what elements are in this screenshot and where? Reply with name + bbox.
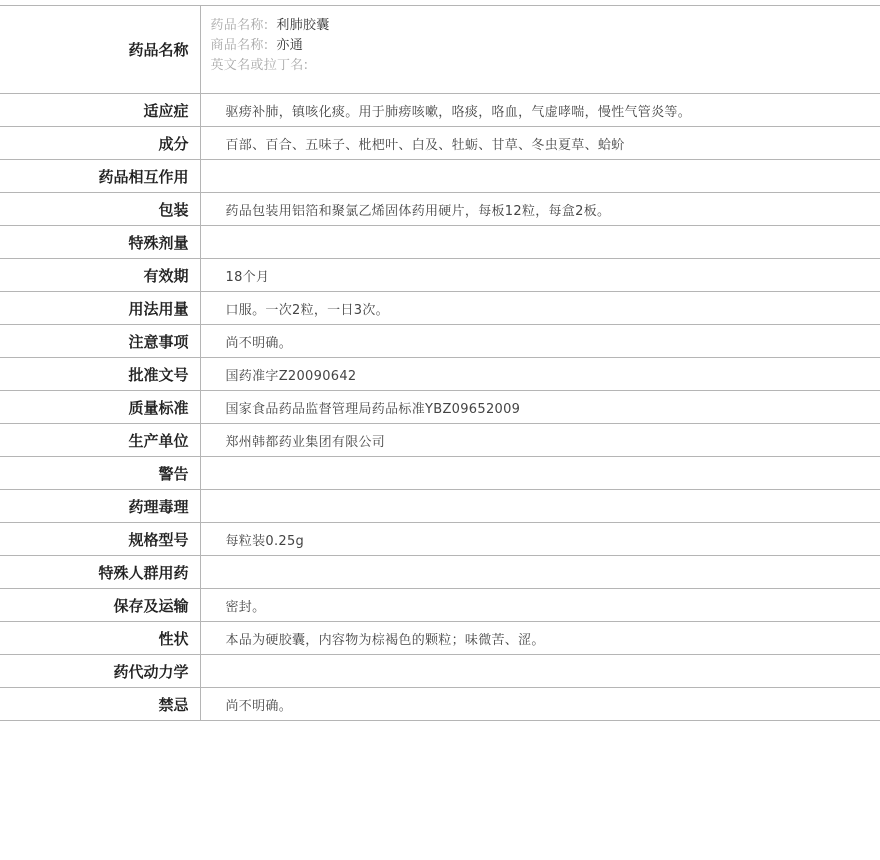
spec-row-shelf-life [0,259,880,292]
spec-label: 适应症 [0,94,200,127]
generic-name-line [211,16,880,36]
trade-name-line [211,36,880,56]
spec-row-pharmacology [0,490,880,523]
drug-spec-table [0,5,880,721]
spec-label: 规格型号 [0,523,200,556]
spec-label: 批准文号 [0,358,200,391]
spec-value: 18个月 [200,259,880,292]
spec-label: 特殊人群用药 [0,556,200,589]
spec-row-pharmacokinetics [0,655,880,688]
spec-label: 禁忌 [0,688,200,721]
trade-name-value: 亦通 [276,38,303,53]
spec-value: 口服。一次2粒，一日3次。 [200,292,880,325]
spec-row-packaging [0,193,880,226]
spec-value [200,160,880,193]
spec-label: 药品相互作用 [0,160,200,193]
spec-label: 药代动力学 [0,655,200,688]
spec-label: 警告 [0,457,200,490]
spec-value-names [200,6,880,94]
spec-value: 每粒装0.25g [200,523,880,556]
spec-value [200,457,880,490]
spec-label: 生产单位 [0,424,200,457]
spec-label: 用法用量 [0,292,200,325]
spec-label: 成分 [0,127,200,160]
spec-value [200,556,880,589]
spec-label: 有效期 [0,259,200,292]
spec-row-description [0,622,880,655]
spec-value: 国家食品药品监督管理局药品标准YBZ09652009 [200,391,880,424]
english-name-key: 英文名或拉丁名: [210,58,309,73]
spec-value [200,226,880,259]
spec-row-ingredients [0,127,880,160]
spec-label: 特殊剂量 [0,226,200,259]
spec-row-special-populations [0,556,880,589]
spec-row-special-dosage [0,226,880,259]
spec-label: 药理毒理 [0,490,200,523]
generic-name-value: 利肺胶囊 [276,18,330,33]
spec-value: 药品包装用铝箔和聚氯乙烯固体药用硬片，每板12粒，每盒2板。 [200,193,880,226]
spec-label: 药品名称 [0,6,200,94]
spec-value: 本品为硬胶囊，内容物为棕褐色的颗粒；味微苦、涩。 [200,622,880,655]
spec-label: 注意事项 [0,325,200,358]
spec-value: 密封。 [200,589,880,622]
spec-row-quality-standard [0,391,880,424]
spec-value: 驱痨补肺，镇咳化痰。用于肺痨咳嗽，咯痰，咯血，气虚哮喘，慢性气管炎等。 [200,94,880,127]
spec-value: 尚不明确。 [200,325,880,358]
spec-row-manufacturer [0,424,880,457]
spec-label: 包装 [0,193,200,226]
spec-row-specification [0,523,880,556]
spec-value: 百部、百合、五味子、枇杷叶、白及、牡蛎、甘草、冬虫夏草、蛤蚧 [200,127,880,160]
trade-name-key: 商品名称: [210,38,269,53]
spec-label: 性状 [0,622,200,655]
generic-name-key: 药品名称: [210,18,269,33]
spec-value: 郑州韩都药业集团有限公司 [200,424,880,457]
spec-row-indications [0,94,880,127]
spec-value: 尚不明确。 [200,688,880,721]
spec-row-contraindications [0,688,880,721]
spec-label: 质量标准 [0,391,200,424]
spec-row-approval-number [0,358,880,391]
spec-row-drug-name [0,6,880,94]
spec-value: 国药准字Z20090642 [200,358,880,391]
english-name-line [211,56,880,76]
spec-value [200,490,880,523]
spec-row-precautions [0,325,880,358]
spec-value [200,655,880,688]
spec-row-usage [0,292,880,325]
spec-row-storage [0,589,880,622]
spec-label: 保存及运输 [0,589,200,622]
spec-row-warning [0,457,880,490]
spec-row-interactions [0,160,880,193]
drug-spec-body [0,6,880,721]
